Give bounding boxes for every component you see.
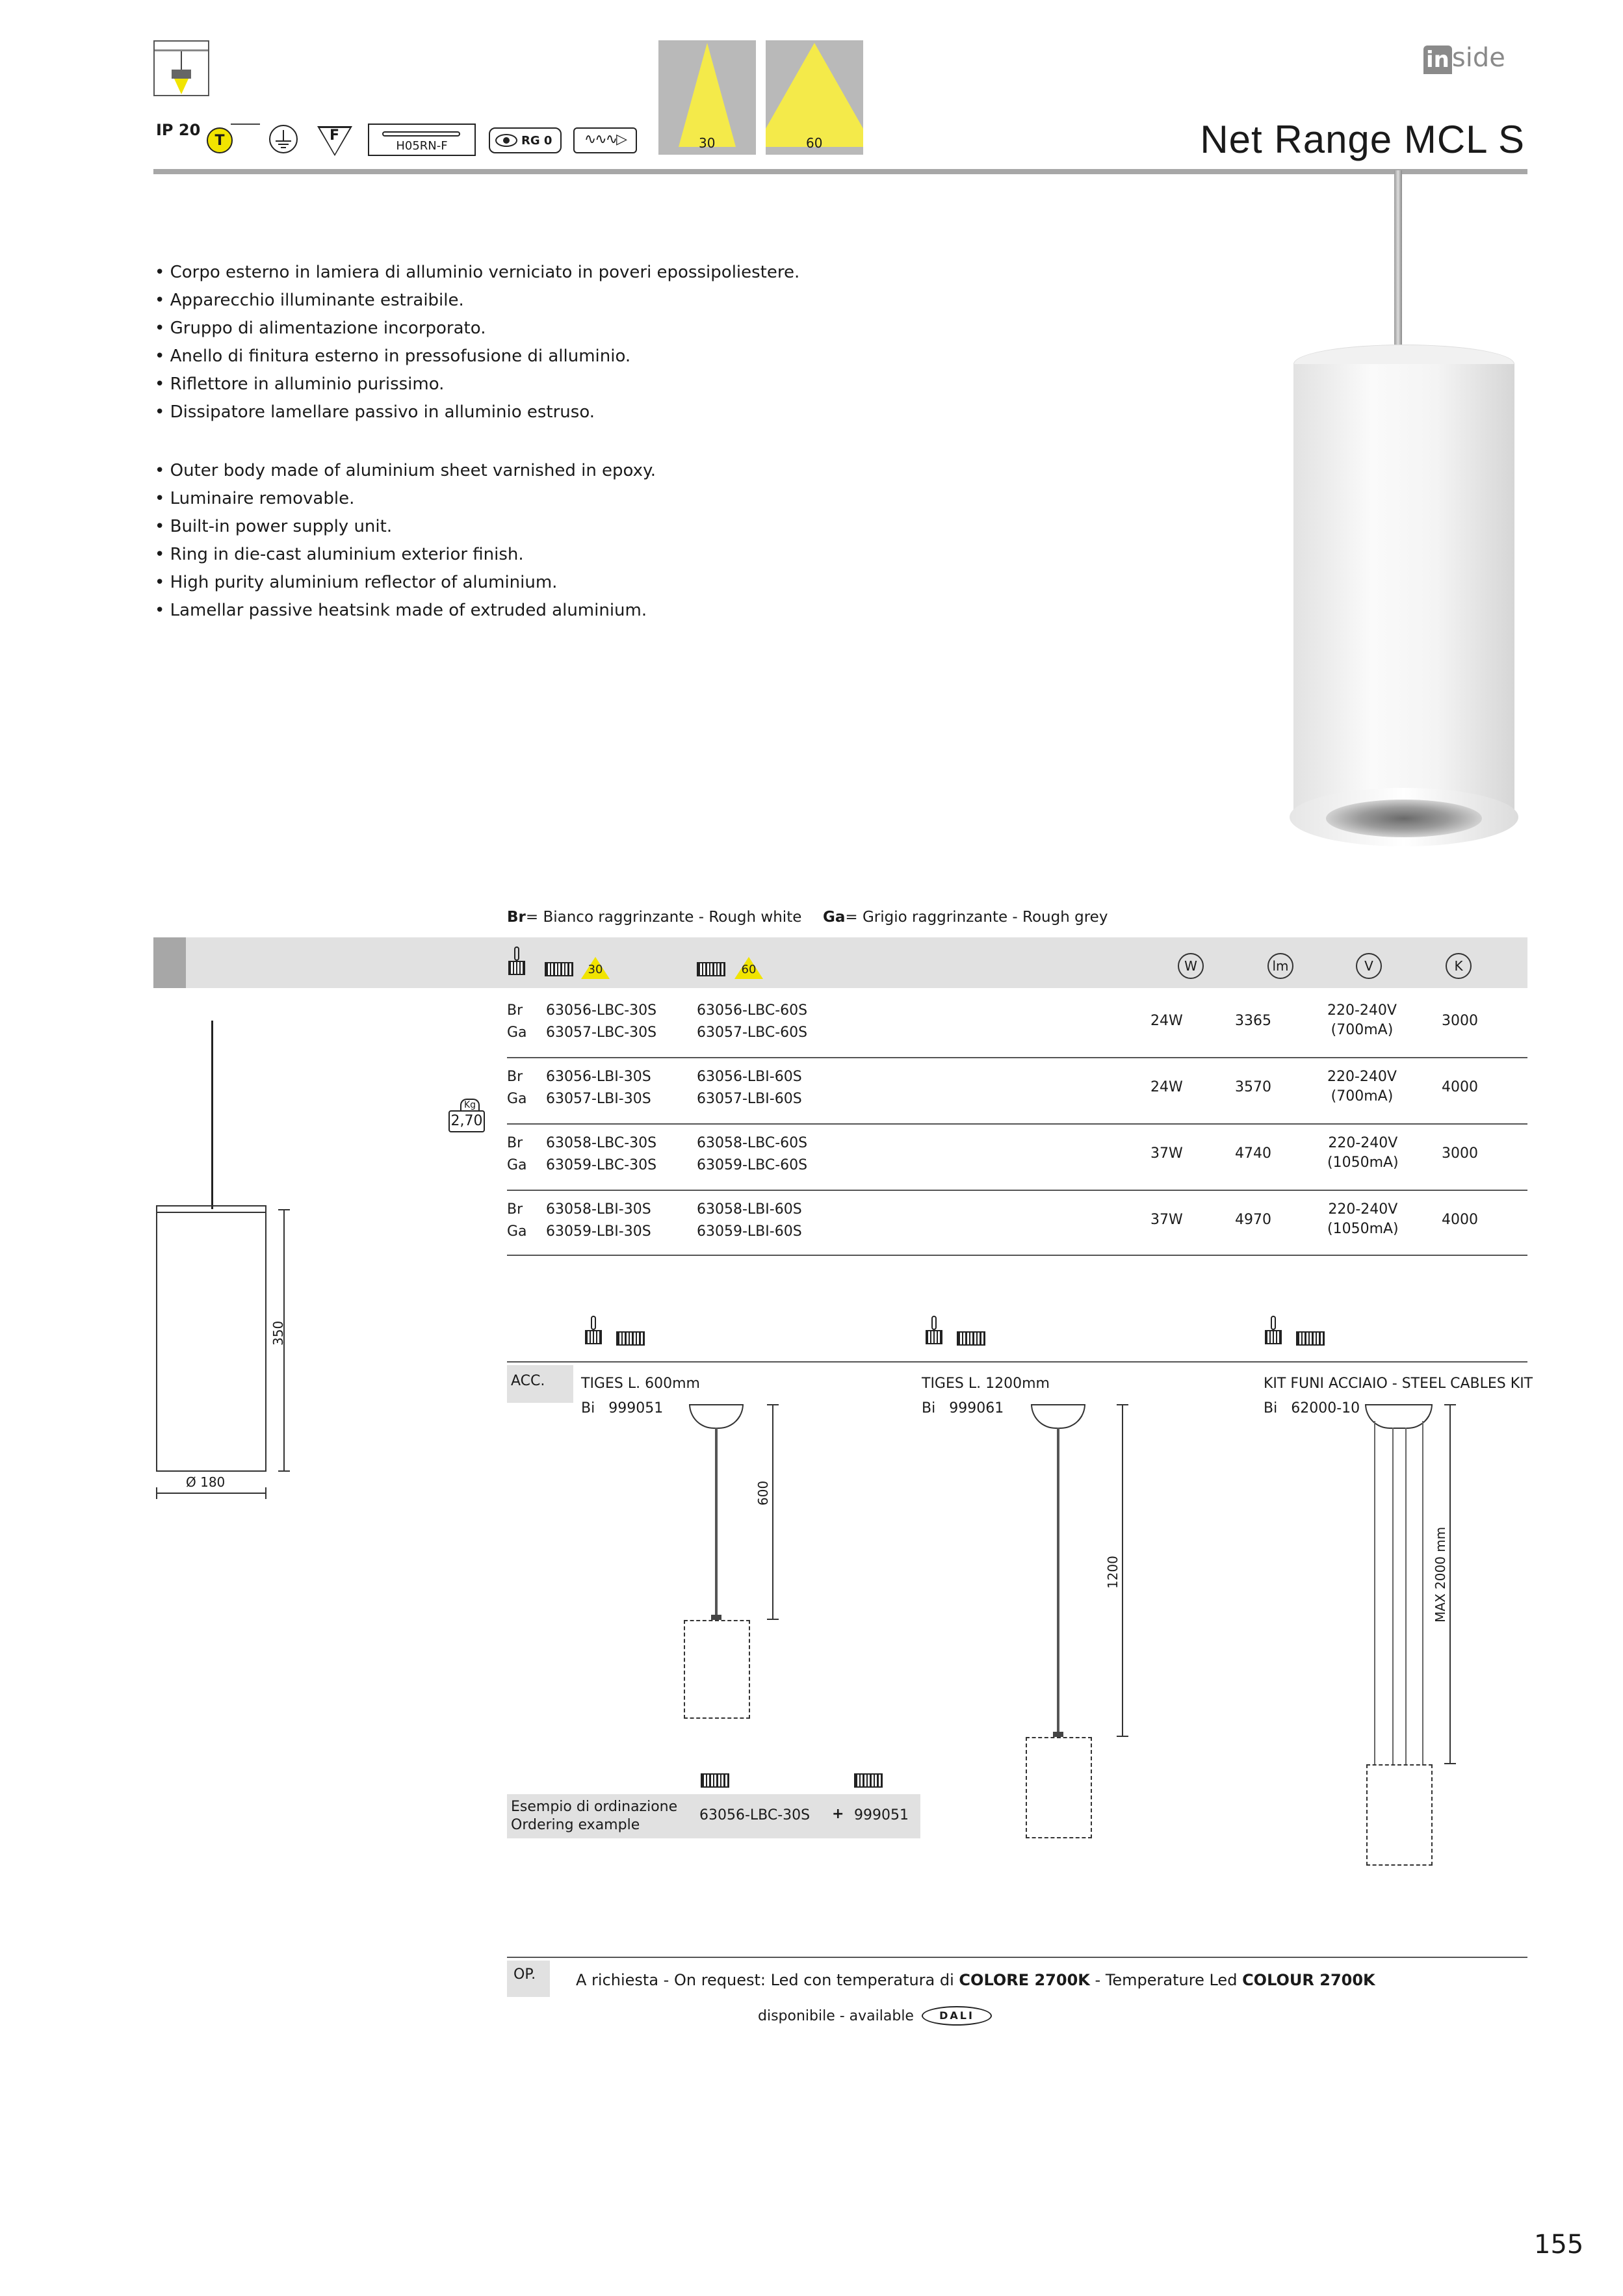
accessory-drawing-tige-1200 <box>1018 1402 1141 1844</box>
beam-30-triangle: 30 <box>581 957 610 979</box>
desc-it-line: • Riflettore in alluminio purissimo. <box>155 371 799 398</box>
page-number: 155 <box>1534 2230 1584 2260</box>
accessory-item: KIT FUNI ACCIAIO - STEEL CABLES KIT Bi 62000-10 <box>1264 1376 1533 1416</box>
accessories-rule <box>507 1361 1527 1363</box>
options-rule <box>507 1957 1527 1958</box>
accessory-item: TIGES L. 600mm Bi 999051 <box>581 1376 700 1416</box>
options-text: A richiesta - On request: Led con temperatura di COLORE 2700K - Temperature Led COLOUR 2700K <box>576 1971 1375 1989</box>
dimension-label: 600 <box>755 1480 771 1506</box>
desc-en-line: • Built-in power supply unit. <box>155 513 656 541</box>
table-header-bar <box>153 937 1527 988</box>
diameter-dimension: Ø 180 <box>186 1474 226 1490</box>
dimension-label: MAX 2000 mm <box>1433 1526 1448 1623</box>
earth-icon <box>269 125 298 153</box>
finish-brush-icon <box>584 1316 603 1346</box>
options-available: disponibile - available DALI <box>758 2006 992 2026</box>
code-barcode-icon <box>701 1773 729 1788</box>
ip-rating: IP 20 <box>156 121 201 139</box>
row-divider <box>507 1255 1527 1256</box>
finish-brush-icon <box>1264 1316 1283 1346</box>
options-label: OP. <box>507 1961 550 1997</box>
table-row: Br Ga 63058-LBI-30S 63059-LBI-30S 63058-LBI-60S 63059-LBI-60S 37W 4970 220-240V (1050mA) 4000 <box>507 1201 1478 1240</box>
code-barcode-icon <box>545 962 573 976</box>
suspension-icon <box>153 40 209 96</box>
height-dimension: 350 <box>270 1320 286 1346</box>
finish-brush-icon <box>507 946 526 976</box>
code-barcode-icon <box>957 1331 985 1346</box>
technical-drawing <box>153 1021 322 1502</box>
dali-logo: DALI <box>922 2006 992 2026</box>
finish-legend: Br= Bianco raggrinzante - Rough white Ga= Grigio raggrinzante - Rough grey <box>507 909 1108 926</box>
accessories-label: ACC. <box>507 1365 573 1403</box>
desc-it-line: • Anello di finitura esterno in pressofusione di alluminio. <box>155 343 799 371</box>
beam-60-triangle: 60 <box>734 957 763 979</box>
row-divider <box>507 1190 1527 1191</box>
product-photo <box>1280 170 1527 872</box>
volt-icon: V <box>1356 953 1382 979</box>
desc-en-line: • Lamellar passive heatsink made of extruded aluminium. <box>155 597 656 625</box>
desc-en-line: • Ring in die-cast aluminium exterior finish. <box>155 541 656 569</box>
desc-it-line: • Gruppo di alimentazione incorporato. <box>155 315 799 343</box>
accessory-drawing-tige-600 <box>676 1402 793 1720</box>
table-row: Br Ga 63058-LBC-30S 63059-LBC-30S 63058-LBC-60S 63059-LBC-60S 37W 4740 220-240V (1050mA) 3000 <box>507 1135 1478 1173</box>
f-mark-icon: F <box>317 126 352 156</box>
page-title: Net Range MCL S <box>1200 118 1525 161</box>
beam-60-icon: 60 <box>766 40 863 155</box>
table-row: Br Ga 63056-LBC-30S 63057-LBC-30S 63056-LBC-60S 63057-LBC-60S 24W 3365 220-240V (700mA) 3000 <box>507 1002 1478 1041</box>
ordering-example: Esempio di ordinazione Ordering example 63056-LBC-30S + 999051 <box>507 1794 920 1838</box>
kelvin-icon: K <box>1446 953 1472 979</box>
description-it <box>155 259 799 426</box>
cable-icon: H05RN-F <box>368 124 476 156</box>
desc-en-line: • Luminaire removable. <box>155 485 656 513</box>
rg0-eye-icon: RG 0 <box>489 127 562 153</box>
watt-icon: W <box>1178 953 1204 979</box>
desc-it-line: • Dissipatore lamellare passivo in alluminio estruso. <box>155 398 799 426</box>
beam-30-icon: 30 <box>658 40 756 155</box>
finish-brush-icon <box>924 1316 944 1346</box>
table-row: Br Ga 63056-LBI-30S 63057-LBI-30S 63056-LBI-60S 63057-LBI-60S 24W 3570 220-240V (700mA) 4000 <box>507 1069 1478 1107</box>
code-barcode-icon <box>854 1773 883 1788</box>
desc-en-line: • Outer body made of aluminium sheet varnished in epoxy. <box>155 457 656 485</box>
dimension-label: 1200 <box>1105 1556 1121 1589</box>
code-barcode-icon <box>1296 1331 1325 1346</box>
temperature-t-icon: T <box>207 127 233 153</box>
desc-it-line: • Corpo esterno in lamiera di alluminio verniciato in poveri epossipoliestere. <box>155 259 799 287</box>
code-barcode-icon <box>616 1331 645 1346</box>
brand-logo: in side <box>1423 42 1505 74</box>
accessory-item: TIGES L. 1200mm Bi 999061 <box>922 1376 1050 1416</box>
lumen-icon: lm <box>1267 953 1293 979</box>
code-barcode-icon <box>697 962 725 976</box>
dimmable-wave-icon: ∿∿∿▷ <box>573 127 637 153</box>
row-divider <box>507 1057 1527 1058</box>
desc-en-line: • High purity aluminium reflector of aluminium. <box>155 569 656 597</box>
desc-it-line: • Apparecchio illuminante estraibile. <box>155 287 799 315</box>
description-en <box>155 457 656 625</box>
row-divider <box>507 1123 1527 1125</box>
accessory-drawing-steel-cables <box>1358 1402 1482 1870</box>
weight-badge: Kg 2,70 <box>448 1099 487 1135</box>
